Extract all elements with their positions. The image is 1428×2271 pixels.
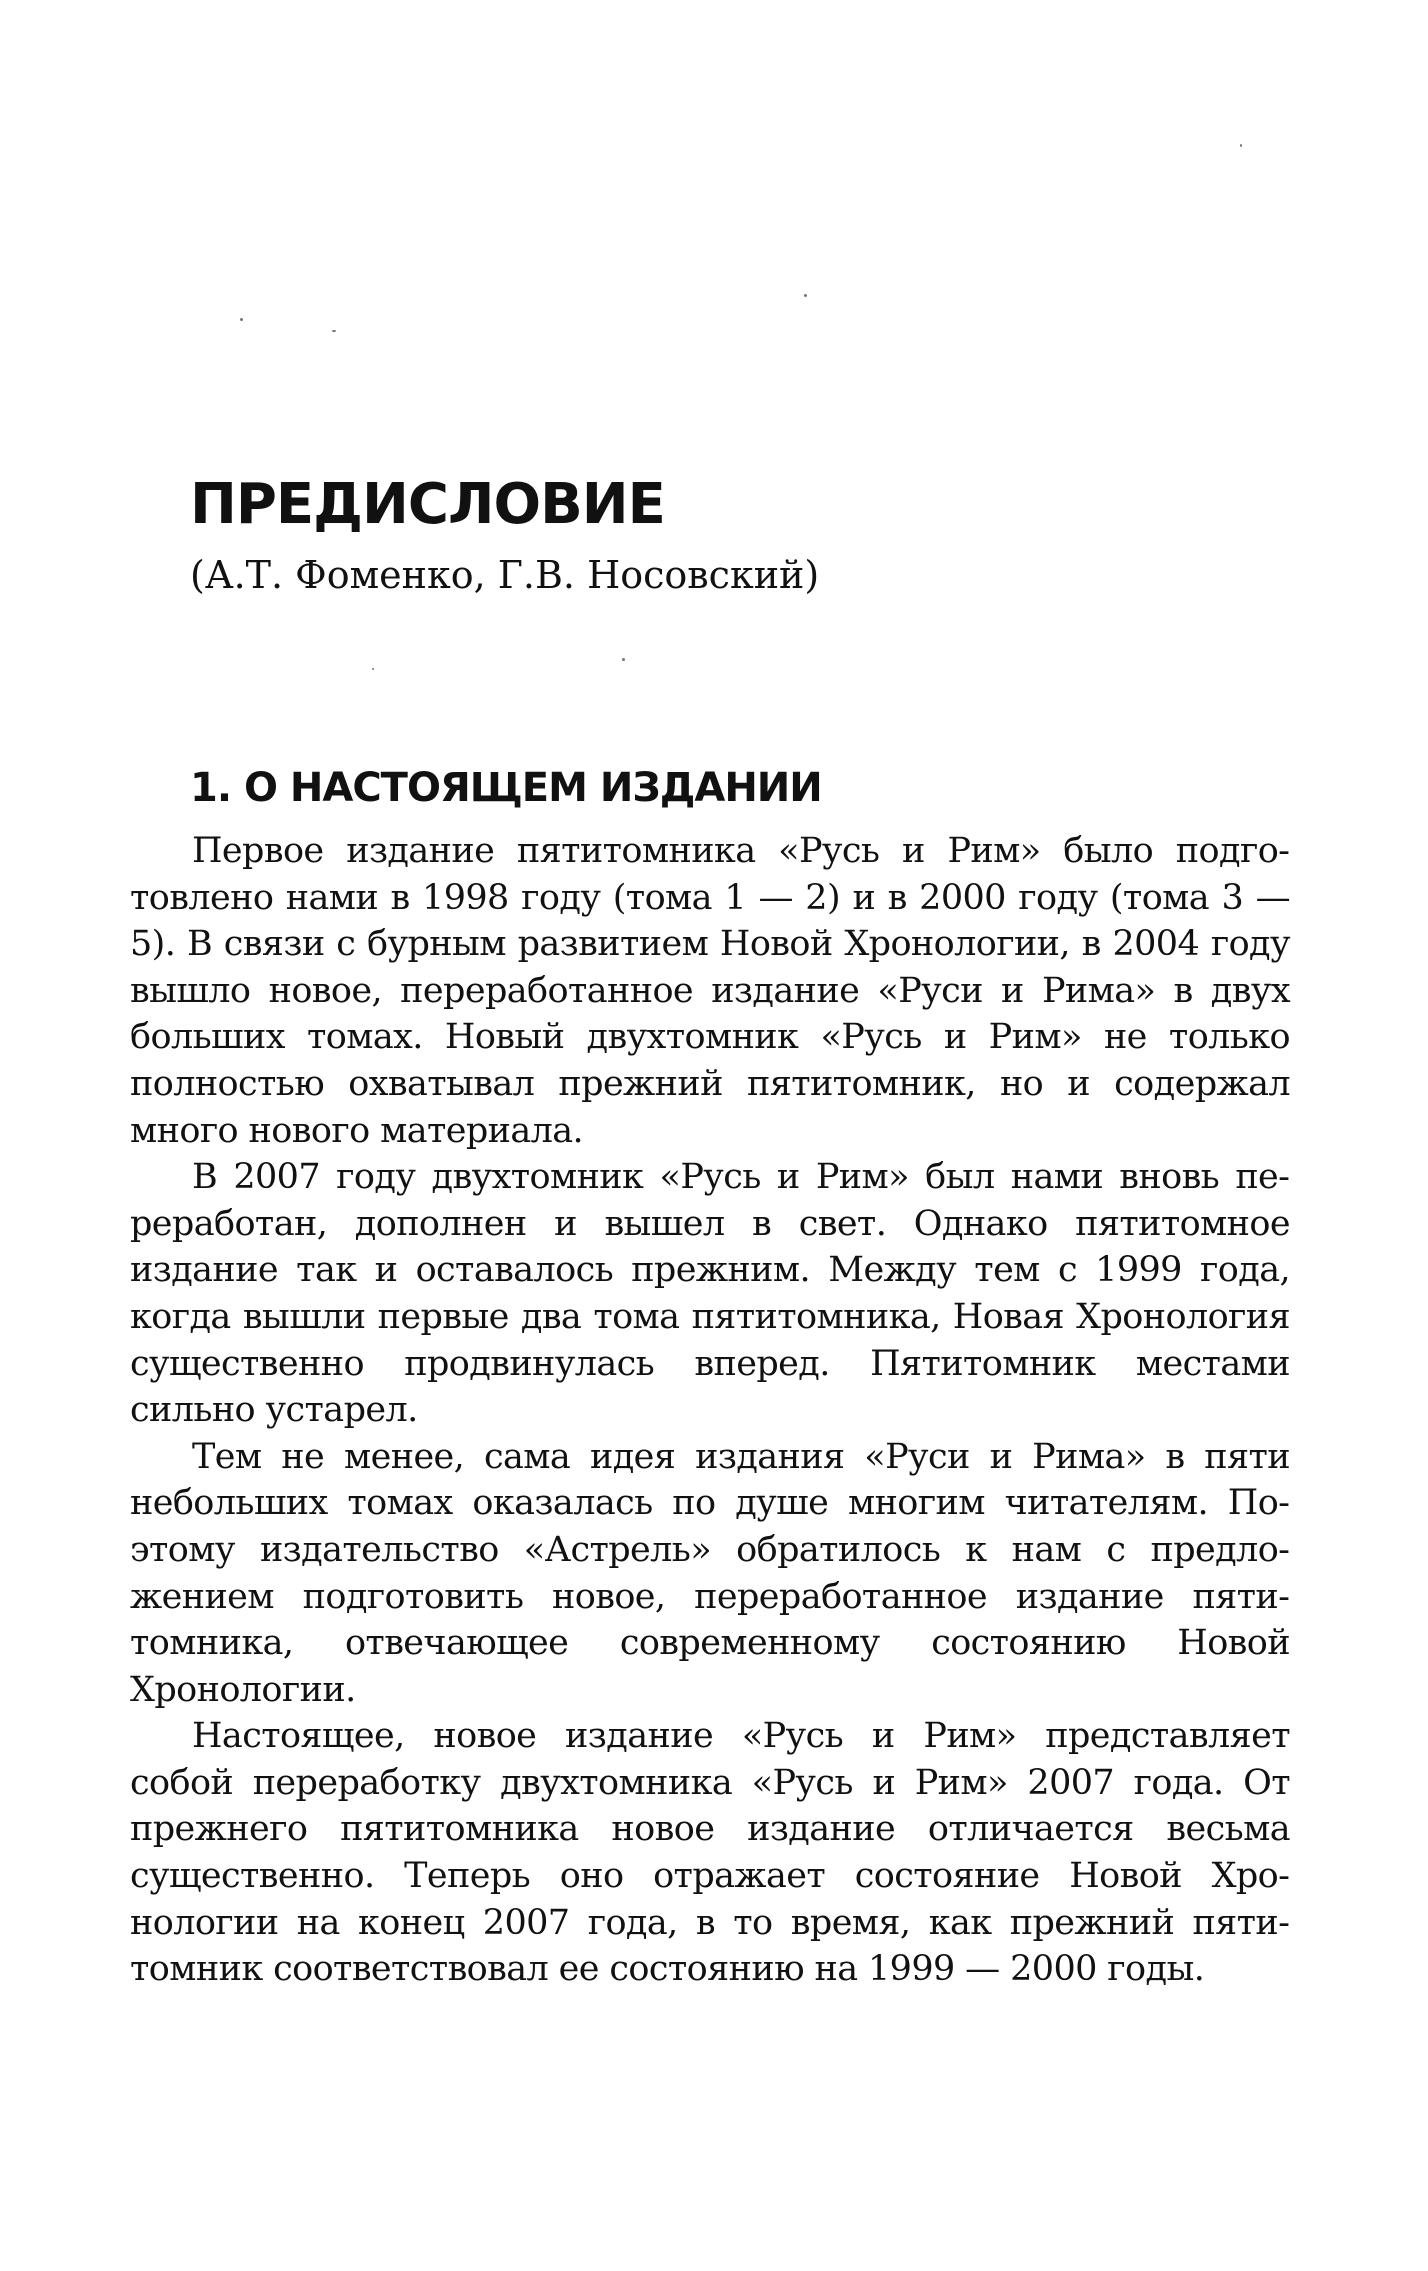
scan-speck	[332, 330, 336, 332]
authors-line: (А.Т. Фоменко, Г.В. Носовский)	[190, 553, 820, 597]
scan-speck	[1240, 144, 1242, 147]
paragraph: Первое издание пятитомника «Русь и Рим» было подготовлено нами в 1998 году (тома 1 — 2) и в 2000 году (тома 3 — 5). В связи с бурным развитием Новой Хронологии, в 2004 году вышло новое, переработанное издание «Руси и Рима» в двух больших томах. Новый двухтомник «Русь и Рим» не только полностью охватывал прежний пятитомник, но и содержал много нового материала.	[130, 831, 1290, 1151]
paragraph: Настоящее, новое издание «Русь и Рим» представляет собой переработку двухтомника «Русь и Рим» 2007 года. От прежнего пятитомника новое издание отличается весьма существенно. Теперь оно отражает состояние Новой Хронологии на конец 2007 года, в то время, как прежний пятитомник соответствовал ее состоянию на 1999 — 2000 годы.	[130, 1716, 1290, 1990]
body-text	[130, 828, 1290, 1993]
page-title: ПРЕДИСЛОВИЕ	[190, 472, 665, 537]
section-heading: 1. О НАСТОЯЩЕМ ИЗДАНИИ	[190, 765, 822, 811]
scan-speck	[240, 318, 243, 321]
paragraph: Тем не менее, сама идея издания «Руси и Рима» в пяти небольших томах оказалась по душе многим читателям. Поэтому издательство «Астрель» обратилось к нам с предложением подготовить новое, переработанное издание пятитомника, отвечающее современному состоянию Новой Хронологии.	[130, 1436, 1290, 1710]
paragraph: В 2007 году двухтомник «Русь и Рим» был нами вновь переработан, дополнен и вышел в свет. Однако пятитомное издание так и оставалось прежним. Между тем с 1999 года, когда вышли первые два тома пятитомника, Новая Хронология существенно продвинулась вперед. Пятитомник местами сильно устарел.	[130, 1157, 1290, 1431]
scan-speck	[372, 668, 374, 670]
scan-speck	[804, 294, 807, 297]
scan-speck	[622, 658, 625, 661]
